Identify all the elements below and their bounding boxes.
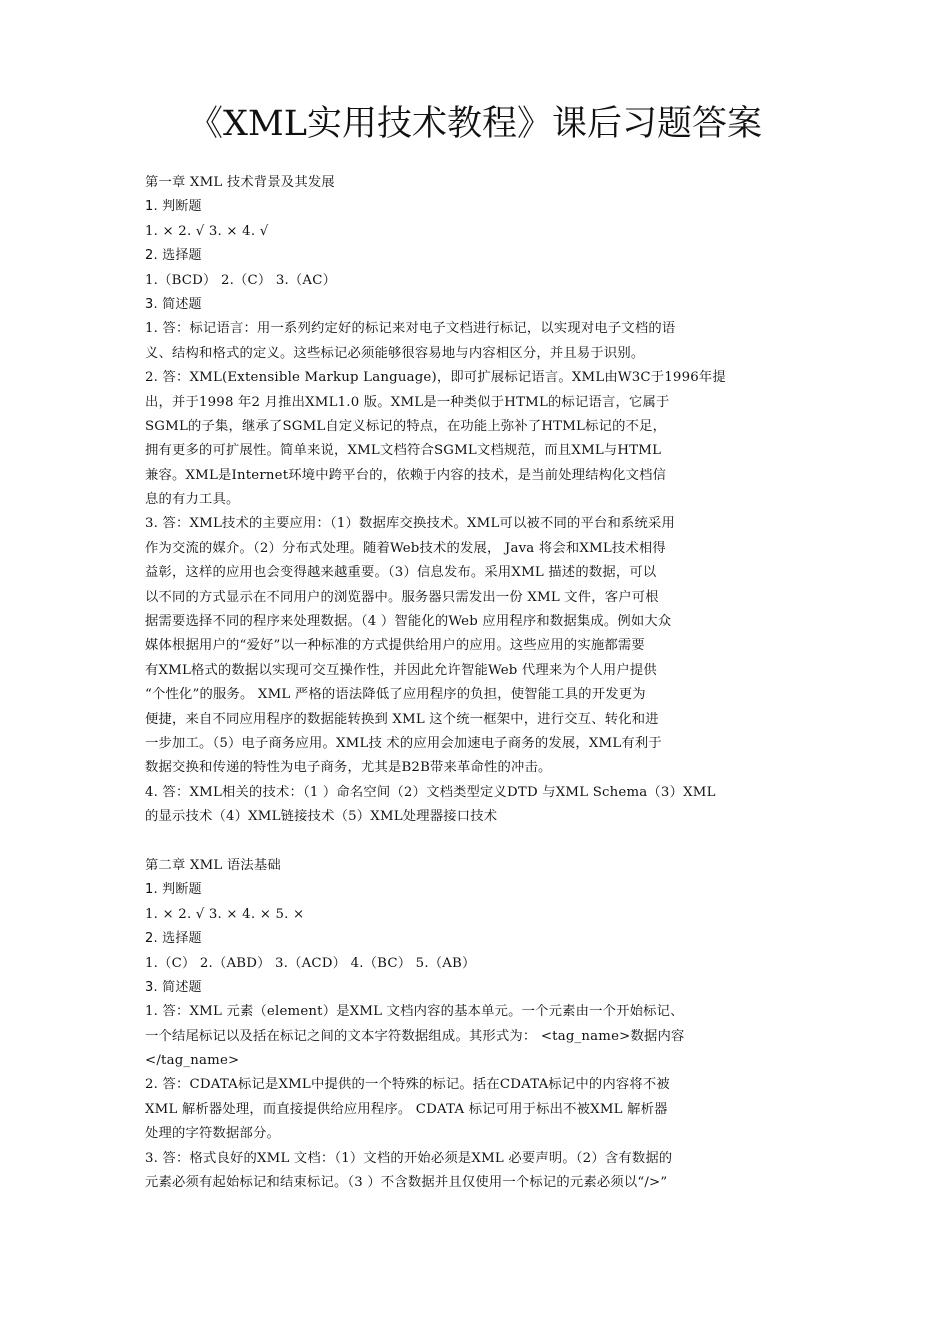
chapter1-text-line: 作为交流的媒介。（2）分布式处理。随着Web技术的发展， Java 将会和XML技术相得 xyxy=(145,540,666,556)
chapter2-short-heading: 3. 简述题 xyxy=(145,979,202,995)
chapter2-text-line: 3. 答：格式良好的XML 文档：（1）文档的开始必须是XML 必要声明。（2）含有数据的 xyxy=(145,1150,673,1166)
document-title: 《XML实用技术教程》课后习题答案 xyxy=(188,104,762,144)
chapter1-text-line: 的显示技术（4）XML链接技术（5）XML处理器接口技术 xyxy=(145,809,498,825)
chapter1-text-line: 一步加工。（5）电子商务应用。XML技 术的应用会加速电子商务的发展，XML有利于 xyxy=(145,735,662,751)
chapter1-text-line: 据需要选择不同的程序来处理数据。（4 ）智能化的Web 应用程序和数据集成。例如大众 xyxy=(145,614,672,630)
chapter1-text-line: 拥有更多的可扩展性。简单来说，XML文档符合SGML文档规范，而且XML与HTML xyxy=(145,443,662,459)
chapter2-text-line: 元素必须有起始标记和结束标记。（3 ）不含数据并且仅使用一个标记的元素必须以“/>” xyxy=(145,1175,668,1191)
chapter1-text-line: 3. 答：XML技术的主要应用：（1）数据库交换技术。XML可以被不同的平台和系统采用 xyxy=(145,516,675,532)
chapter1-judge-answers: 1. × 2. √ 3. × 4. √ xyxy=(145,223,269,239)
chapter1-text-line: 益彰，这样的应用也会变得越来越重要。（3）信息发布。采用XML 描述的数据，可以 xyxy=(145,565,657,581)
chapter1-text-line: 媒体根据用户的“爱好”以一种标准的方式提供给用户的应用。这些应用的实施都需要 xyxy=(145,638,645,654)
chapter2-text-line: 一个结尾标记以及括在标记之间的文本字符数据组成。其形式为： <tag_name>数据内容 xyxy=(145,1028,685,1044)
chapter1-text-line: 兼容。XML是Internet环境中跨平台的，依赖于内容的技术，是当前处理结构化文档信 xyxy=(145,467,667,483)
chapter2-choice-heading: 2. 选择题 xyxy=(145,931,202,947)
chapter2-text-line: </tag_name> xyxy=(145,1053,240,1069)
chapter1-text-line: 4. 答：XML相关的技术：（1 ）命名空间（2）文档类型定义DTD 与XML Schema（3）XML xyxy=(145,784,716,800)
chapter1-text-line: 息的有力工具。 xyxy=(145,492,240,508)
chapter1-text-line: 有XML格式的数据以实现可交互操作性，并因此允许智能Web 代理来为个人用户提供 xyxy=(145,662,657,678)
chapter1-text-line: 出，并于1998 年2 月推出XML1.0 版。XML是一种类似于HTML的标记语言，它属于 xyxy=(145,394,670,410)
chapter1-text-line: 义、结构和格式的定义。这些标记必须能够很容易地与内容相区分，并且易于识别。 xyxy=(145,345,645,361)
document-body xyxy=(145,171,785,1195)
chapter2-text-line: 1. 答：XML 元素（element）是XML 文档内容的基本单元。一个元素由一个开始标记、 xyxy=(145,1004,684,1020)
chapter1-text-line: 以不同的方式显示在不同用户的浏览器中。服务器只需发出一份 XML 文件，客户可根 xyxy=(145,589,659,605)
chapter1-heading: 第一章 XML 技术背景及其发展 xyxy=(145,175,335,190)
chapter1-choice-answers: 1.（BCD） 2.（C） 3.（AC） xyxy=(145,272,337,288)
chapter2-judge-answers: 1. × 2. √ 3. × 4. × 5. × xyxy=(145,906,305,922)
chapter1-judge-heading: 1. 判断题 xyxy=(145,199,202,215)
chapter2-judge-heading: 1. 判断题 xyxy=(145,882,202,898)
chapter1-text-line: 1. 答：标记语言：用一系列约定好的标记来对电子文档进行标记，以实现对电子文档的语 xyxy=(145,321,676,337)
chapter1-text-line: 数据交换和传递的特性为电子商务，尤其是B2B带来革命性的冲击。 xyxy=(145,760,552,776)
section-spacer xyxy=(145,830,785,854)
chapter2-text-line: 处理的字符数据部分。 xyxy=(145,1126,280,1142)
chapter1-text-line: “个性化”的服务。 XML 严格的语法降低了应用程序的负担，使智能工具的开发更为 xyxy=(145,687,646,703)
chapter1-choice-heading: 2. 选择题 xyxy=(145,248,202,264)
chapter2-heading: 第二章 XML 语法基础 xyxy=(145,857,281,873)
chapter1-text-line: SGML的子集，继承了SGML自定义标记的特点，在功能上弥补了HTML标记的不足， xyxy=(145,418,667,434)
chapter1-text-line: 2. 答：XML(Extensible Markup Language)，即可扩展标记语言。XML由W3C于1996年提 xyxy=(145,370,726,386)
chapter1-text-line: 便捷，来自不同应用程序的数据能转换到 XML 这个统一框架中，进行交互、转化和进 xyxy=(145,711,659,727)
chapter2-choice-answers: 1.（C） 2.（ABD） 3.（ACD） 4.（BC） 5.（AB） xyxy=(145,955,476,971)
chapter2-text-line: 2. 答：CDATA标记是XML中提供的一个特殊的标记。括在CDATA标记中的内容将不被 xyxy=(145,1077,670,1093)
chapter2-text-line: XML 解析器处理，而直接提供给应用程序。 CDATA 标记可用于标出不被XML 解析器 xyxy=(145,1101,668,1117)
chapter1-short-heading: 3. 简述题 xyxy=(145,296,202,312)
